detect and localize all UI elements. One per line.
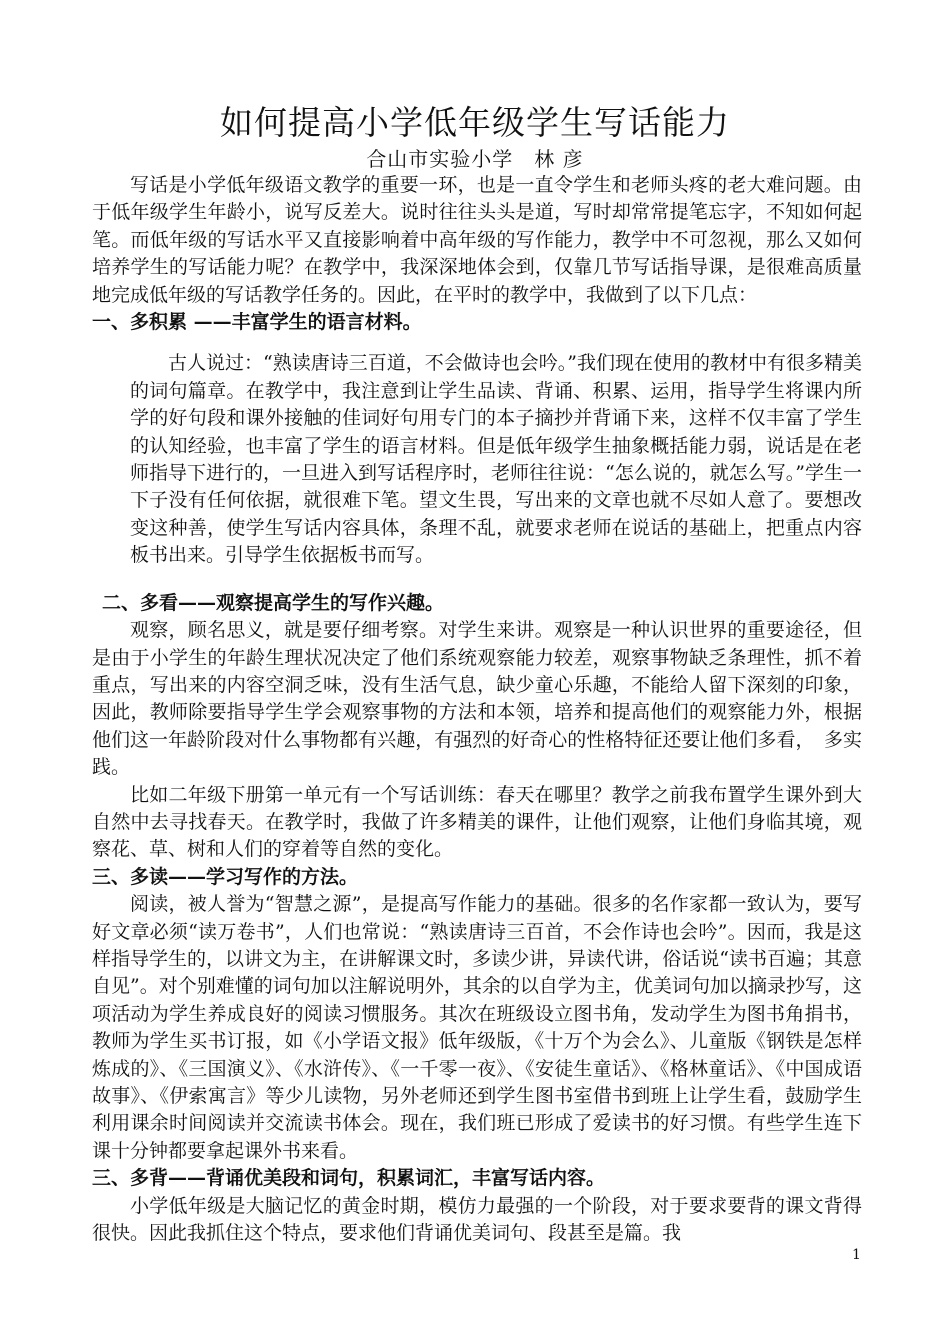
section-heading-observe: 二、多看——观察提高学生的写作兴趣。 [102,591,445,614]
paragraph: 比如二年级下册第一单元有一个写话训练：春天在哪里？教学之前我布置学生课外到大自然中去寻找春天。在教学时，我做了许多精美的课件，让他们观察，让他们身临其境，观察花、草、树和人们的穿着等自然的变化。 [92,783,862,861]
paragraph: 小学低年级是大脑记忆的黄金时期，模仿力最强的一个阶段，对于要求要背的课文背得很快。因此我抓住这个特点，要求他们背诵优美词句、段甚至是篇。我 [92,1194,862,1245]
paragraph: 观察，顾名思义，就是要仔细考察。对学生来讲。观察是一种认识世界的重要途径，但是由于小学生的年龄生理状况决定了他们系统观察能力较差，观察事物缺乏条理性，抓不着重点，写出来的内容空洞乏味，没有生活气息，缺少童心乐趣，不能给人留下深刻的印象，因此，教师除要指导学生学会观察事物的方法和本领，培养和提高他们的观察能力外，根据他们这一年龄阶段对什么事物都有兴趣，有强烈的好奇心的性格特征还要让他们多看， 多实践。 [92,619,862,779]
intro-paragraph: 写话是小学低年级语文教学的重要一环，也是一直令学生和老师头疼的老大难问题。由于低年级学生年龄小，说写反差大。说时往往头头是道，写时却常常提笔忘字，不知如何起笔。而低年级的写话水平又直接影响着中高年级的写作能力，教学中不可忽视，那么又如何培养学生的写话能力呢？在教学中，我深深地体会到，仅靠几节写话指导课，是很难高质量地完成低年级的写话教学任务的。因此，在平时的教学中，我做到了以下几点： [92,174,862,306]
section-heading-read: 三、多读——学习写作的方法。 [92,865,359,888]
document-title: 如何提高小学低年级学生写话能力 [220,103,730,142]
section-heading-recite: 三、多背——背诵优美段和词句，积累词汇，丰富写话内容。 [92,1167,606,1190]
document-body [92,172,862,1247]
paragraph: 阅读，被人誉为“智慧之源”，是提高写作能力的基础。很多的名作家都一致认为，要写好文章必须“读万卷书”，人们也常说：“熟读唐诗三百首，不会作诗也会吟”。因而，我是这样指导学生的，以讲文为主，在讲解课文时，多读少讲，异读代讲，俗话说“读书百遍；其意自见”。对个别难懂的词句加以注解说明外，其余的以自学为主，优美词句加以摘录抄写，这项活动为学生养成良好的阅读习惯服务。其次在班级设立图书角，发动学生为图书角捐书，教师为学生买书订报，如《小学语文报》低年级版，《十万个为会么》、儿童版《钢铁是怎样炼成的》、《三国演义》、《水浒传》、《一千零一夜》、《安徒生童话》、《格林童话》、《中国成语故事》、《伊索寓言》等少儿读物，另外老师还到学生图书室借书到班上让学生看，鼓励学生利用课余时间阅读并交流读书体会。现在，我们班已形成了爱读书的好习惯。有些学生连下课十分钟都要拿起课外书来看。 [92,893,862,1162]
author-byline: 合山市实验小学 林 彦 [366,147,584,171]
page-number: 1 [852,1247,861,1263]
section-heading-accumulate: 一、多积累 ——丰富学生的语言材料。 [92,311,422,334]
section-body-accumulate [130,350,862,569]
paragraph: 古人说过：“熟读唐诗三百道，不会做诗也会吟。”我们现在使用的教材中有很多精美的词句篇章。在教学中，我注意到让学生品读、背诵、积累、运用，指导学生将课内所学的好句段和课外接触的佳词好句用专门的本子摘抄并背诵下来，这样不仅丰富了学生的认知经验，也丰富了学生的语言材料。但是低年级学生抽象概括能力弱，说话是在老师指导下进行的，一旦进入到写话程序时，老师往往说：“怎么说的，就怎么写。”学生一下子没有任何依据，就很难下笔。望文生畏，写出来的文章也就不尽如人意了。要想改变这种善，使学生写话内容具体，条理不乱，就要求老师在说话的基础上，把重点内容板书出来。引导学生依据板书而写。 [130,352,862,567]
